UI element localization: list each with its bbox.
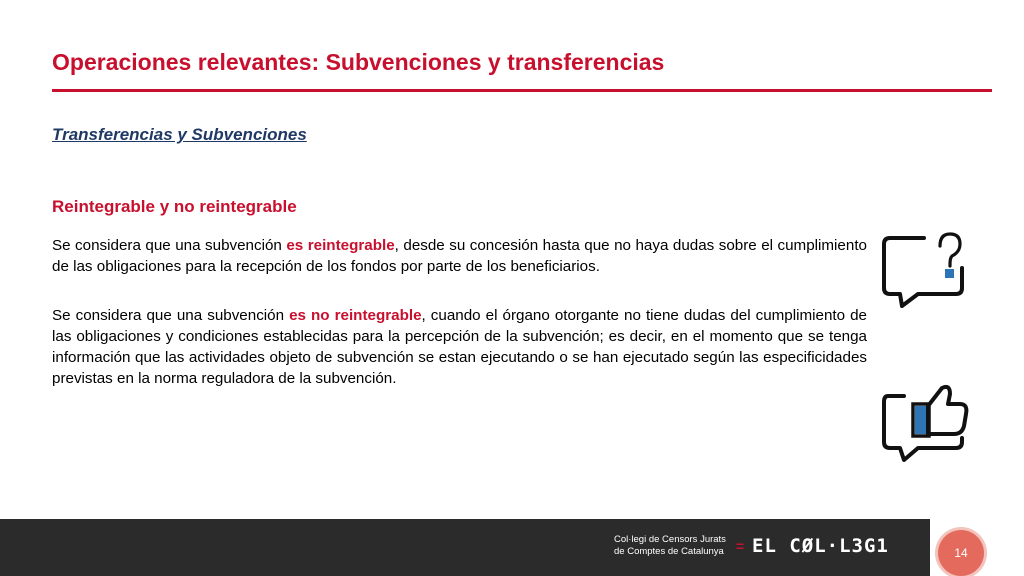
speech-bubble-question-icon [878,226,970,310]
brand-logo: EL CØL·L3G1 [752,535,889,557]
org-name-line1: Col·legi de Censors Jurats [614,534,726,545]
footer-separator: = [736,538,745,554]
paragraph-text: , desde su concesión hasta que no haya dudas sobre el cumplimiento de las obligaciones para la recepción de los fondos por parte de los beneficiarios. [52,237,867,275]
slide-subtitle: Transferencias y Subvenciones [52,125,307,144]
page-number-badge [938,530,984,576]
slide-title: Operaciones relevantes: Subvenciones y transferencias [52,49,665,75]
paragraph-text: Se considera que una subvención [52,237,287,254]
title-underline-divider [52,89,992,92]
paragraph-no-reintegrable [52,305,867,389]
highlight-text: es no reintegrable [289,307,422,324]
org-name-line2: de Comptes de Catalunya [614,546,724,557]
highlight-text: es reintegrable [286,237,395,254]
paragraph-text: Se considera que una subvención [52,307,290,324]
paragraph-text: , cuando el órgano otorgante no tiene dudas del cumplimiento de las obligaciones y condiciones establecidas para la percepción de la subvención; es decir, en el momento que se tenga información que las actividades objeto de subvención se estan ejecutando o se han ejecutado según las especificidades previstas en la norma reguladora de la subvención. [52,307,868,387]
footer-organization [614,534,726,558]
speech-bubble-thumbs-up-icon [878,380,974,466]
page-number: 14 [954,546,968,560]
paragraph-reintegrable [52,235,867,277]
section-heading: Reintegrable y no reintegrable [52,197,297,216]
